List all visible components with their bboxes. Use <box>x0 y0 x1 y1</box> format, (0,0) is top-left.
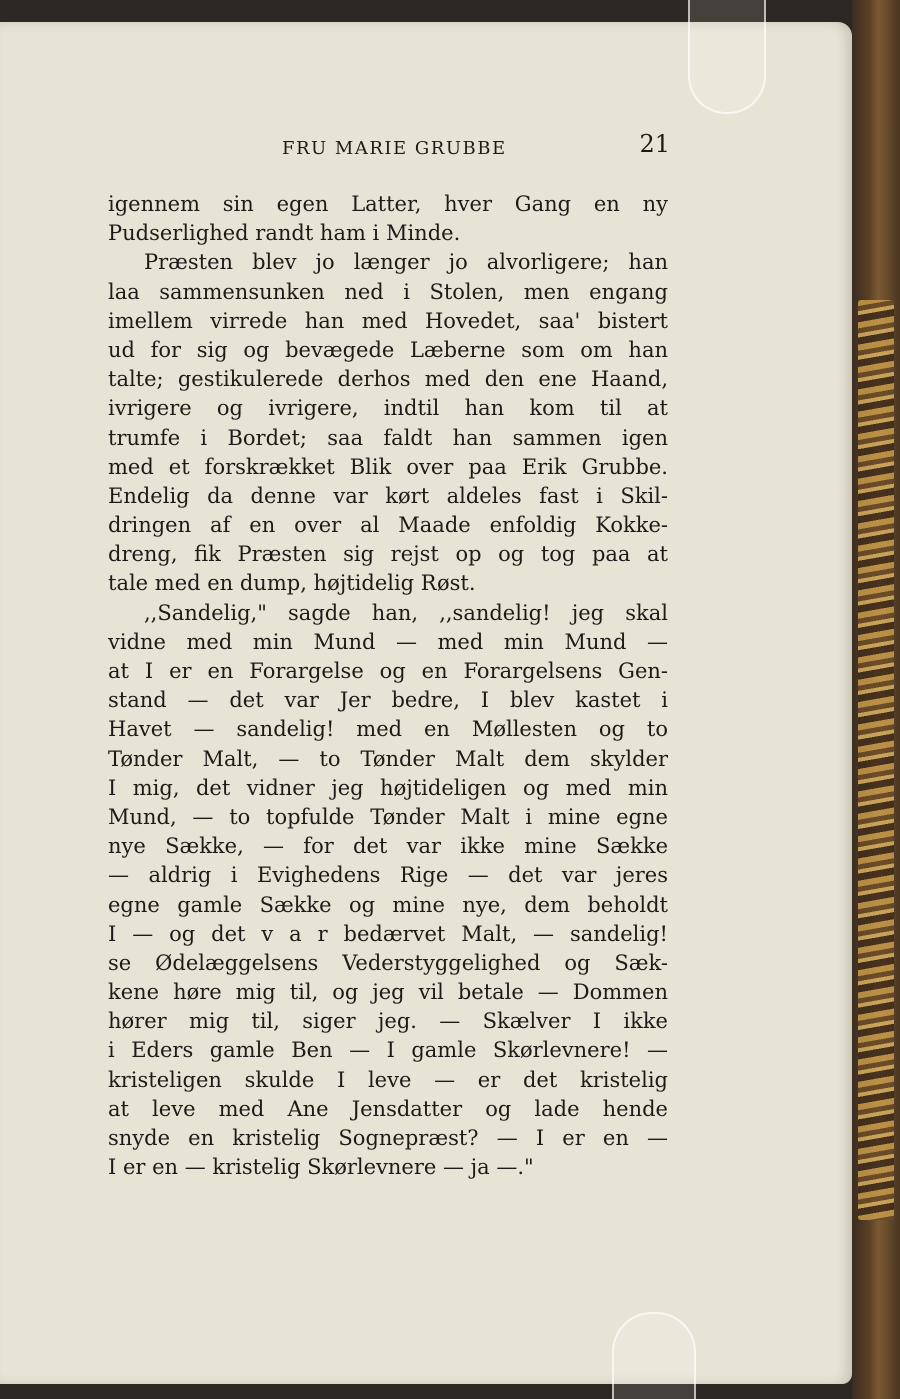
page-clip-bottom <box>612 1312 696 1399</box>
text-line: dreng, fik Præsten sig rejst op og tog paa at <box>108 542 668 567</box>
text-line: at leve med Ane Jensdatter og lade hende <box>108 1096 668 1121</box>
text-line: nye Sække, — for det var ikke mine Sække <box>108 834 668 859</box>
text-line: I mig, det vidner jeg højtideligen og med min <box>108 775 668 800</box>
text-line: tale med en dump, højtidelig Røst. <box>108 571 476 596</box>
text-line: Præsten blev jo længer jo alvorligere; han <box>144 250 668 275</box>
running-title: FRU MARIE GRUBBE <box>282 138 507 159</box>
text-line: se Ødelæggelsens Vederstyggelighed og Sæk- <box>108 950 668 975</box>
text-line: snyde en kristelig Sognepræst? — I er en — <box>108 1126 668 1150</box>
text-line: Endelig da denne var kørt aldeles fast i Skil- <box>108 483 668 508</box>
text-line: laa sammensunken ned i Stolen, men engang <box>108 279 668 304</box>
text-line: stand — det var Jer bedre, I blev kastet i <box>108 688 668 713</box>
text-line: — aldrig i Evighedens Rige — det var jeres <box>108 863 668 888</box>
text-line: I — og det v a r bedærvet Malt, — sandelig! <box>108 921 668 946</box>
text-line: imellem virrede han med Hovedet, saa' bistert <box>108 308 668 333</box>
text-line: I er en — kristelig Skørlevnere — ja —." <box>108 1155 534 1180</box>
page-header <box>108 130 670 164</box>
text-line: hører mig til, siger jeg. — Skælver I ikke <box>108 1009 668 1034</box>
text-line: dringen af en over al Maade enfoldig Kokke- <box>108 513 668 538</box>
text-line: ud for sig og bevægede Læberne som om han <box>108 337 668 362</box>
text-line: Tønder Malt, — to Tønder Malt dem skylder <box>108 746 668 771</box>
text-line: Havet — sandelig! med en Møllesten og to <box>108 717 668 742</box>
text-line: talte; gestikulerede derhos med den ene Haand, <box>108 367 668 392</box>
book-cover-edge <box>852 0 900 1399</box>
text-line: med et forskrækket Blik over paa Erik Grubbe. <box>108 454 668 479</box>
text-line: ivrigere og ivrigere, indtil han kom til at <box>108 396 668 421</box>
marbled-edge <box>858 300 894 1220</box>
text-line: trumfe i Bordet; saa faldt han sammen igen <box>108 425 668 450</box>
body-text <box>108 190 668 1182</box>
text-line: kene høre mig til, og jeg vil betale — Dommen <box>108 980 668 1005</box>
text-line: egne gamle Sække og mine nye, dem beholdt <box>108 892 668 917</box>
text-line: Mund, — to topfulde Tønder Malt i mine egne <box>108 804 668 829</box>
text-line: Pudserlighed randt ham i Minde. <box>108 221 461 246</box>
text-line: at I er en Forargelse og en Forargelsens Gen- <box>108 659 668 683</box>
text-line: i Eders gamle Ben — I gamle Skørlevnere! — <box>108 1038 668 1063</box>
text-line: vidne med min Mund — med min Mund — <box>108 629 668 654</box>
text-line: igennem sin egen Latter, hver Gang en ny <box>108 192 668 216</box>
text-line: ,,Sandelig," sagde han, ,,sandelig! jeg skal <box>144 600 668 625</box>
text-line: kristeligen skulde I leve — er det kristelig <box>108 1067 668 1092</box>
page-clip-top <box>688 0 766 114</box>
page-number: 21 <box>639 130 670 158</box>
